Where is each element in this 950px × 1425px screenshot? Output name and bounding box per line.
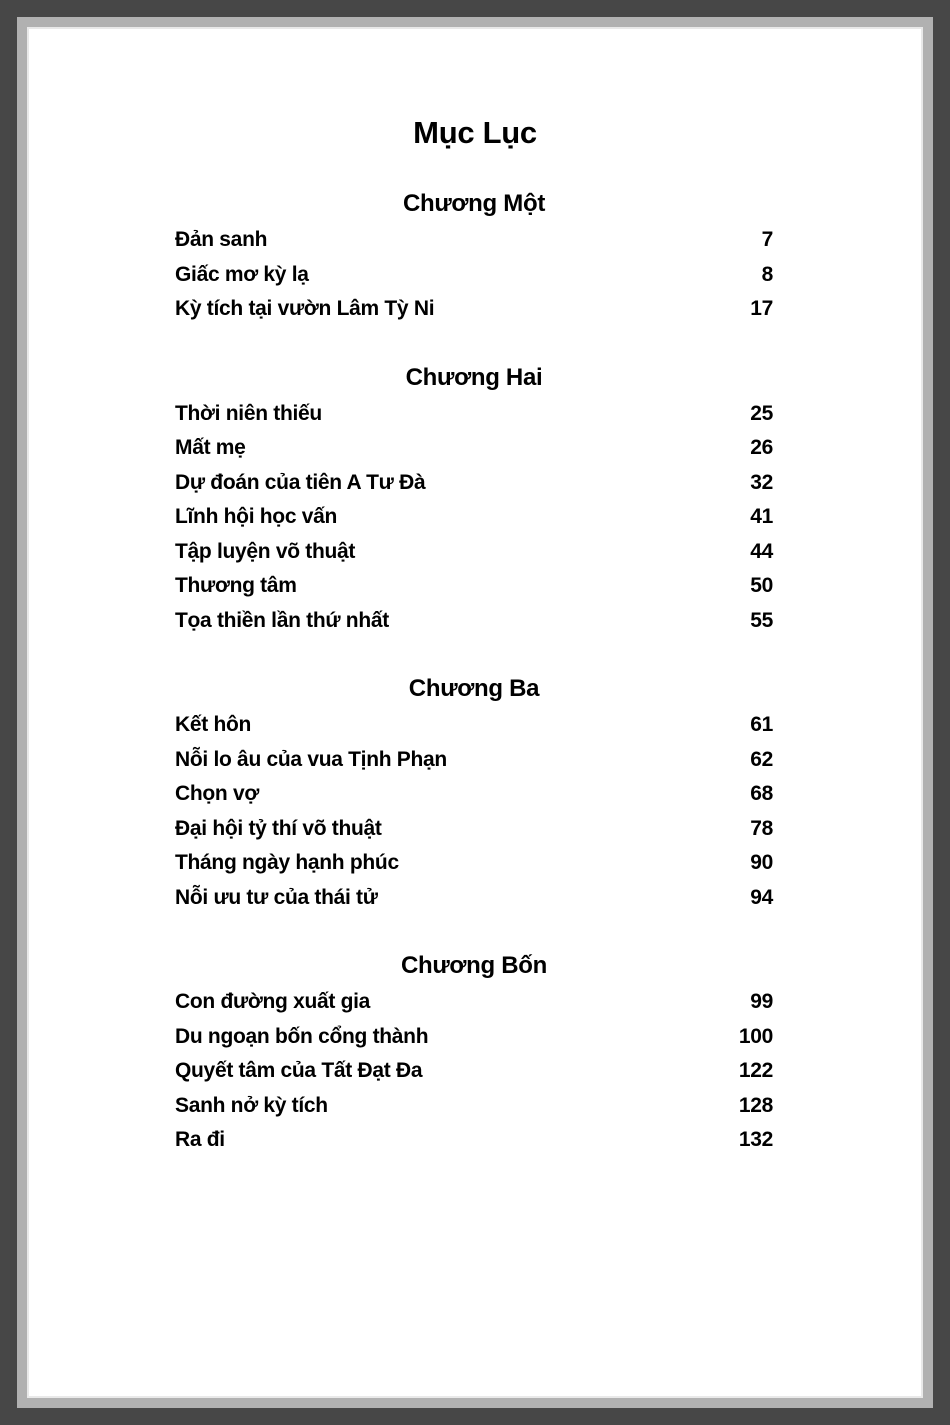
- toc-entry-page-number: 55: [750, 608, 773, 632]
- toc-entry: [175, 846, 773, 881]
- toc-entry-title: Mất mẹ: [175, 436, 246, 460]
- toc-entry-title: Chọn vợ: [175, 782, 259, 806]
- toc-entry: [175, 1089, 773, 1124]
- toc-entry-page-number: 100: [738, 1024, 773, 1048]
- toc-entry: [175, 985, 773, 1020]
- chapter-one-heading: Chương Một: [402, 190, 546, 218]
- toc-entry: [175, 708, 773, 743]
- toc-entry: [175, 466, 773, 501]
- toc-entry-page-number: 122: [738, 1059, 773, 1083]
- toc-entry-page-number: 62: [750, 747, 773, 771]
- page-mat: [17, 17, 933, 1408]
- toc-content: [29, 186, 921, 1158]
- toc-entry: [175, 535, 773, 570]
- toc-title: Mục Lục: [413, 115, 537, 150]
- toc-entry-title: Thương tâm: [175, 574, 297, 598]
- toc-entry: [175, 569, 773, 604]
- toc-entry: [175, 1054, 773, 1089]
- toc-entry-title: Đại hội tỷ thí võ thuật: [175, 816, 382, 840]
- toc-entry: [175, 292, 773, 327]
- toc-entry-title: Tọa thiền lần thứ nhất: [175, 608, 389, 632]
- toc-entry-page-number: 41: [750, 505, 773, 529]
- chapter-two-heading: Chương Hai: [405, 363, 543, 391]
- toc-entry-page-number: 26: [750, 436, 773, 460]
- toc-entry-title: Thời niên thiếu: [175, 401, 322, 425]
- toc-entry-title: Tập luyện võ thuật: [175, 539, 356, 563]
- toc-entry-title: Kỳ tích tại vườn Lâm Tỳ Ni: [175, 297, 435, 321]
- toc-section-four: [175, 948, 773, 1158]
- toc-entry: [175, 881, 773, 916]
- toc-entry-title: Quyết tâm của Tất Đạt Đa: [175, 1059, 423, 1083]
- chapter-three-heading: Chương Ba: [408, 675, 540, 703]
- toc-entry-title: Đản sanh: [175, 228, 268, 252]
- toc-entry: [175, 223, 773, 258]
- toc-entry: [175, 397, 773, 432]
- toc-entry-page-number: 7: [761, 228, 773, 252]
- toc-entry-title: Sanh nở kỳ tích: [175, 1093, 328, 1117]
- toc-section-one: [175, 186, 773, 327]
- toc-entry-title: Nỗi ưu tư của thái tử: [175, 885, 378, 909]
- toc-entry-title: Tháng ngày hạnh phúc: [175, 851, 399, 875]
- document-page: [27, 27, 923, 1398]
- toc-entry: [175, 604, 773, 639]
- toc-entry: [175, 431, 773, 466]
- toc-entry-page-number: 128: [738, 1093, 773, 1117]
- toc-entry-title: Ra đi: [175, 1128, 225, 1152]
- toc-entry-title: Dự đoán của tiên A Tư Đà: [175, 470, 426, 494]
- toc-entry-page-number: 94: [750, 885, 773, 909]
- toc-entry-title: Con đường xuất gia: [175, 990, 371, 1014]
- chapter-four-heading: Chương Bốn: [400, 952, 548, 980]
- toc-entry-page-number: 32: [750, 470, 773, 494]
- toc-section-three: [175, 671, 773, 915]
- toc-entry-page-number: 44: [750, 539, 773, 563]
- toc-entry-page-number: 8: [761, 262, 773, 286]
- toc-entry: [175, 812, 773, 847]
- toc-entry-title: Nỗi lo âu của vua Tịnh Phạn: [175, 747, 447, 771]
- toc-entry-title: Giấc mơ kỳ lạ: [175, 262, 309, 286]
- toc-section-two: [175, 360, 773, 639]
- toc-entry-page-number: 17: [750, 297, 773, 321]
- toc-entry-title: Kết hôn: [175, 713, 252, 737]
- toc-entry-page-number: 90: [750, 851, 773, 875]
- toc-entry: [175, 777, 773, 812]
- toc-entry-page-number: 68: [750, 782, 773, 806]
- toc-entry: [175, 258, 773, 293]
- toc-entry: [175, 1123, 773, 1158]
- toc-entry-page-number: 132: [738, 1128, 773, 1152]
- toc-entry-page-number: 99: [750, 990, 773, 1014]
- toc-entry: [175, 743, 773, 778]
- toc-entry-page-number: 25: [750, 401, 773, 425]
- toc-entry: [175, 500, 773, 535]
- toc-entry-title: Du ngoạn bốn cổng thành: [175, 1024, 429, 1048]
- toc-entry-page-number: 50: [750, 574, 773, 598]
- toc-entry-page-number: 61: [750, 713, 773, 737]
- toc-entry-title: Lĩnh hội học vấn: [175, 505, 338, 529]
- toc-entry-page-number: 78: [750, 816, 773, 840]
- toc-entry: [175, 1020, 773, 1055]
